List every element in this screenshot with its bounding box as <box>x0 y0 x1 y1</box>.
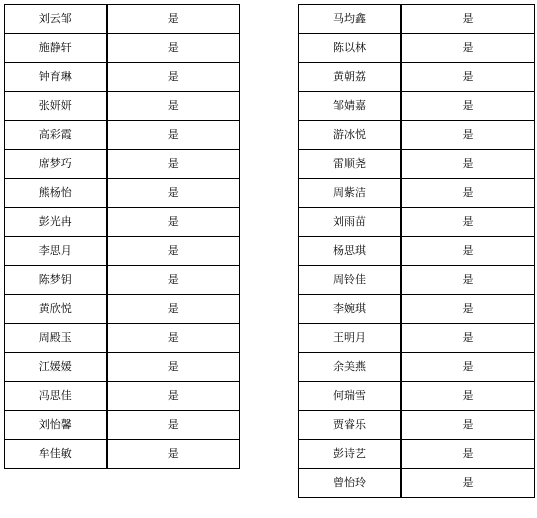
table-row <box>5 208 240 237</box>
status-cell: 是 <box>107 237 240 266</box>
status-cell: 是 <box>107 179 240 208</box>
table-row <box>299 150 535 179</box>
name-cell: 张妍妍 <box>5 92 107 121</box>
status-cell: 是 <box>401 34 535 63</box>
table-row <box>5 382 240 411</box>
status-cell: 是 <box>401 411 535 440</box>
name-cell: 曾怡玲 <box>299 469 401 498</box>
name-cell: 熊杨怡 <box>5 179 107 208</box>
name-cell: 黄朝荔 <box>299 63 401 92</box>
table-row <box>5 266 240 295</box>
status-cell: 是 <box>107 150 240 179</box>
left-table <box>4 4 240 469</box>
status-cell: 是 <box>107 382 240 411</box>
table-row <box>299 5 535 34</box>
status-cell: 是 <box>401 266 535 295</box>
status-cell: 是 <box>107 411 240 440</box>
name-cell: 李婉琪 <box>299 295 401 324</box>
status-cell: 是 <box>401 469 535 498</box>
table-row <box>299 469 535 498</box>
name-cell: 杨思琪 <box>299 237 401 266</box>
status-cell: 是 <box>107 92 240 121</box>
name-cell: 陈梦钥 <box>5 266 107 295</box>
name-cell: 刘雨苗 <box>299 208 401 237</box>
name-cell: 李思月 <box>5 237 107 266</box>
name-cell: 刘怡馨 <box>5 411 107 440</box>
status-cell: 是 <box>107 63 240 92</box>
status-cell: 是 <box>107 440 240 469</box>
name-cell: 陈以林 <box>299 34 401 63</box>
name-cell: 雷顺尧 <box>299 150 401 179</box>
table-row <box>299 411 535 440</box>
table-row <box>299 34 535 63</box>
table-row <box>299 266 535 295</box>
table-row <box>299 208 535 237</box>
status-cell: 是 <box>107 208 240 237</box>
status-cell: 是 <box>401 382 535 411</box>
name-cell: 席梦巧 <box>5 150 107 179</box>
name-cell: 刘云邹 <box>5 5 107 34</box>
table-row <box>5 237 240 266</box>
status-cell: 是 <box>401 179 535 208</box>
name-cell: 彭诗艺 <box>299 440 401 469</box>
status-cell: 是 <box>401 63 535 92</box>
table-row <box>5 5 240 34</box>
name-cell: 高彩霞 <box>5 121 107 150</box>
status-cell: 是 <box>401 150 535 179</box>
name-cell: 冯思佳 <box>5 382 107 411</box>
status-cell: 是 <box>401 440 535 469</box>
right-table <box>298 4 535 498</box>
table-row <box>5 440 240 469</box>
status-cell: 是 <box>401 92 535 121</box>
status-cell: 是 <box>401 295 535 324</box>
left-table-body <box>5 5 240 469</box>
table-row <box>299 382 535 411</box>
status-cell: 是 <box>107 5 240 34</box>
status-cell: 是 <box>107 34 240 63</box>
table-row <box>5 324 240 353</box>
status-cell: 是 <box>401 353 535 382</box>
name-cell: 周铃佳 <box>299 266 401 295</box>
name-cell: 邹婧嘉 <box>299 92 401 121</box>
name-cell: 钟育琳 <box>5 63 107 92</box>
name-cell: 游冰悦 <box>299 121 401 150</box>
table-row <box>299 237 535 266</box>
table-row <box>299 440 535 469</box>
status-cell: 是 <box>401 324 535 353</box>
name-cell: 周紫洁 <box>299 179 401 208</box>
table-row <box>5 92 240 121</box>
name-cell: 余美燕 <box>299 353 401 382</box>
status-cell: 是 <box>107 266 240 295</box>
table-row <box>5 121 240 150</box>
name-cell: 江媛媛 <box>5 353 107 382</box>
status-cell: 是 <box>401 208 535 237</box>
name-cell: 周殿玉 <box>5 324 107 353</box>
table-row <box>299 295 535 324</box>
table-row <box>299 63 535 92</box>
name-cell: 彭光冉 <box>5 208 107 237</box>
right-table-body <box>299 5 535 498</box>
table-row <box>5 411 240 440</box>
name-cell: 黄欣悦 <box>5 295 107 324</box>
name-cell: 王明月 <box>299 324 401 353</box>
status-cell: 是 <box>107 121 240 150</box>
name-cell: 贾睿乐 <box>299 411 401 440</box>
table-row <box>5 353 240 382</box>
status-cell: 是 <box>107 353 240 382</box>
status-cell: 是 <box>401 237 535 266</box>
table-row <box>5 63 240 92</box>
status-cell: 是 <box>107 324 240 353</box>
name-cell: 施静轩 <box>5 34 107 63</box>
table-row <box>299 353 535 382</box>
table-row <box>299 121 535 150</box>
name-cell: 马均鑫 <box>299 5 401 34</box>
status-cell: 是 <box>401 121 535 150</box>
table-row <box>5 295 240 324</box>
table-row <box>299 92 535 121</box>
name-cell: 何瑞雪 <box>299 382 401 411</box>
status-cell: 是 <box>107 295 240 324</box>
table-row <box>5 34 240 63</box>
table-row <box>5 179 240 208</box>
name-cell: 牟佳敏 <box>5 440 107 469</box>
table-row <box>299 324 535 353</box>
table-row <box>299 179 535 208</box>
table-row <box>5 150 240 179</box>
status-cell: 是 <box>401 5 535 34</box>
